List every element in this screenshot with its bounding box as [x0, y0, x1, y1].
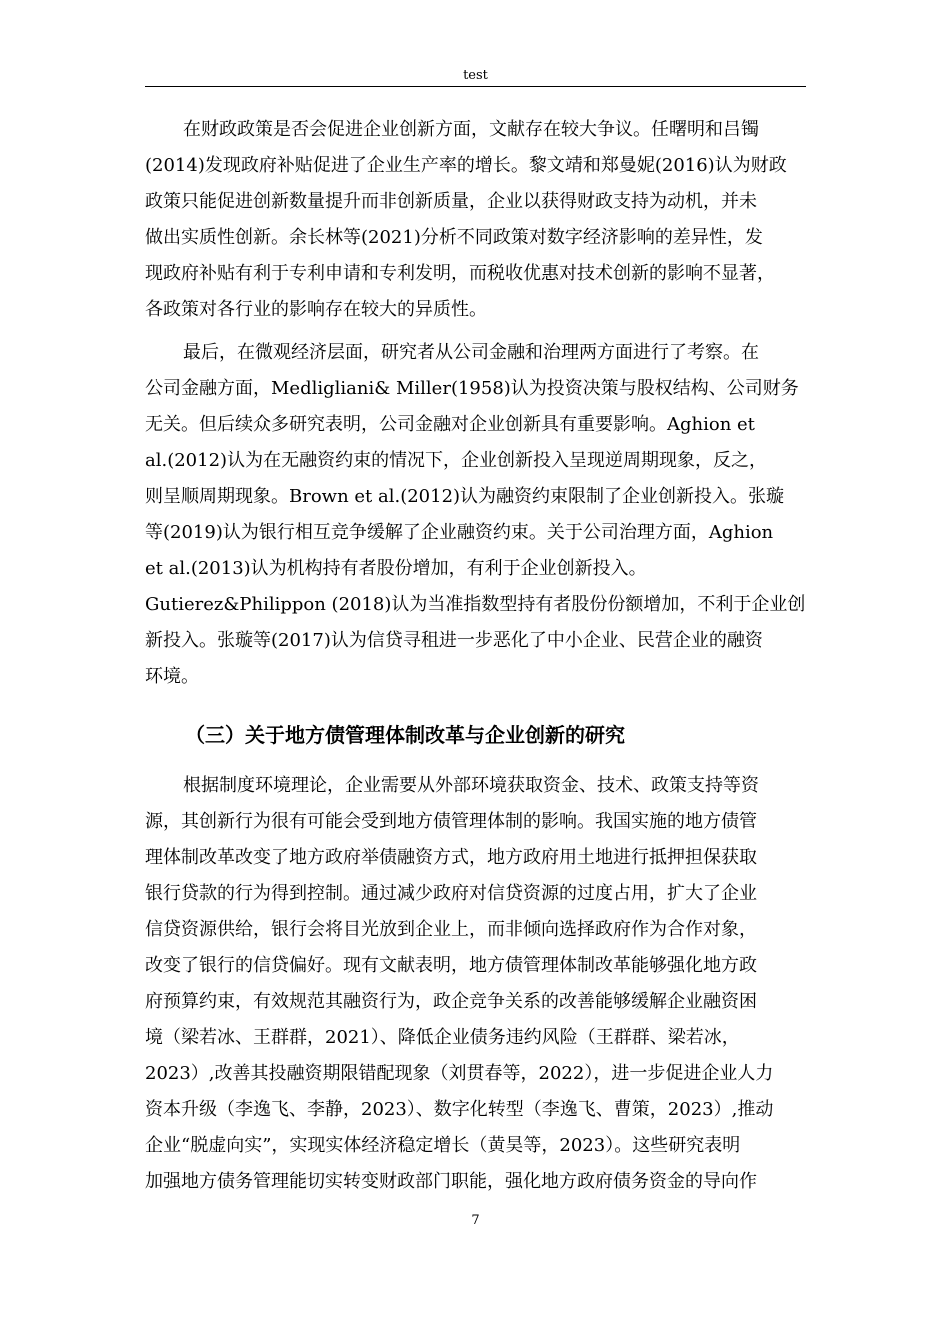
text-line: 最后，在微观经济层面，研究者从公司金融和治理两方面进行了考察。在: [183, 342, 759, 363]
text-line: 新投入。张璇等(2017)认为信贷寻租进一步恶化了中小企业、民营企业的融资: [145, 630, 763, 651]
text-line: 信贷资源供给，银行会将目光放到企业上，而非倾向选择政府作为合作对象，: [145, 919, 757, 940]
text-line: al.(2012)认为在无融资约束的情况下，企业创新投入呈现逆周期现象，反之，: [145, 450, 768, 471]
text-line: 环境。: [145, 666, 199, 687]
page-header: test: [463, 68, 488, 83]
text-line: 在财政政策是否会促进企业创新方面，文献存在较大争议。任曙明和吕镯: [183, 119, 759, 140]
text-line: 企业“脱虚向实”，实现实体经济稳定增长（黄昊等，2023）。这些研究表明: [145, 1135, 741, 1156]
text-line: 现政府补贴有利于专利申请和专利发明，而税收优惠对技术创新的影响不显著，: [145, 263, 775, 284]
text-line: 境（梁若冰、王群群，2021）、降低企业债务违约风险（王群群、梁若冰，: [145, 1027, 740, 1048]
text-line: et al.(2013)认为机构持有者股份增加，有利于企业创新投入。: [145, 558, 647, 579]
text-line: 改变了银行的信贷偏好。现有文献表明，地方债管理体制改革能够强化地方政: [145, 955, 757, 976]
text-line: 做出实质性创新。余长林等(2021)分析不同政策对数字经济影响的差异性，发: [145, 227, 763, 248]
text-line: Gutierez&Philippon (2018)认为当准指数型持有者股份份额增加，不利于企业创: [145, 594, 806, 615]
header-rule: [145, 86, 806, 87]
text-line: 2023）,改善其投融资期限错配现象（刘贯春等，2022），进一步促进企业人力: [145, 1063, 774, 1084]
text-line: 银行贷款的行为得到控制。通过减少政府对信贷资源的过度占用，扩大了企业: [145, 883, 757, 904]
text-line: 等(2019)认为银行相互竞争缓解了企业融资约束。关于公司治理方面，Aghion: [145, 522, 774, 543]
text-line: 则呈顺周期现象。Brown et al.(2012)认为融资约束限制了企业创新投入。张璇: [145, 486, 785, 507]
text-line: 公司金融方面，Medligliani& Miller(1958)认为投资决策与股权结构、公司财务: [145, 378, 799, 399]
text-line: 府预算约束，有效规范其融资行为，政企竞争关系的改善能够缓解企业融资困: [145, 991, 757, 1012]
text-line: 源，其创新行为很有可能会受到地方债管理体制的影响。我国实施的地方债管: [145, 811, 757, 832]
text-line: 理体制改革改变了地方政府举债融资方式，地方政府用土地进行抵押担保获取: [145, 847, 757, 868]
text-line: 无关。但后续众多研究表明，公司金融对企业创新具有重要影响。Aghion et: [145, 414, 755, 435]
page-number: 7: [471, 1213, 480, 1228]
section-heading: （三）关于地方债管理体制改革与企业创新的研究: [185, 723, 625, 747]
text-line: 加强地方债务管理能切实转变财政部门职能，强化地方政府债务资金的导向作: [145, 1171, 757, 1192]
text-line: 资本升级（李逸飞、李静，2023）、数字化转型（李逸飞、曹策，2023）,推动: [145, 1099, 774, 1120]
text-line: (2014)发现政府补贴促进了企业生产率的增长。黎文靖和郑曼妮(2016)认为财政: [145, 155, 787, 176]
text-line: 各政策对各行业的影响存在较大的异质性。: [145, 299, 487, 320]
text-line: 政策只能促进创新数量提升而非创新质量，企业以获得财政支持为动机，并未: [145, 191, 757, 212]
text-line: 根据制度环境理论，企业需要从外部环境获取资金、技术、政策支持等资: [183, 775, 759, 796]
